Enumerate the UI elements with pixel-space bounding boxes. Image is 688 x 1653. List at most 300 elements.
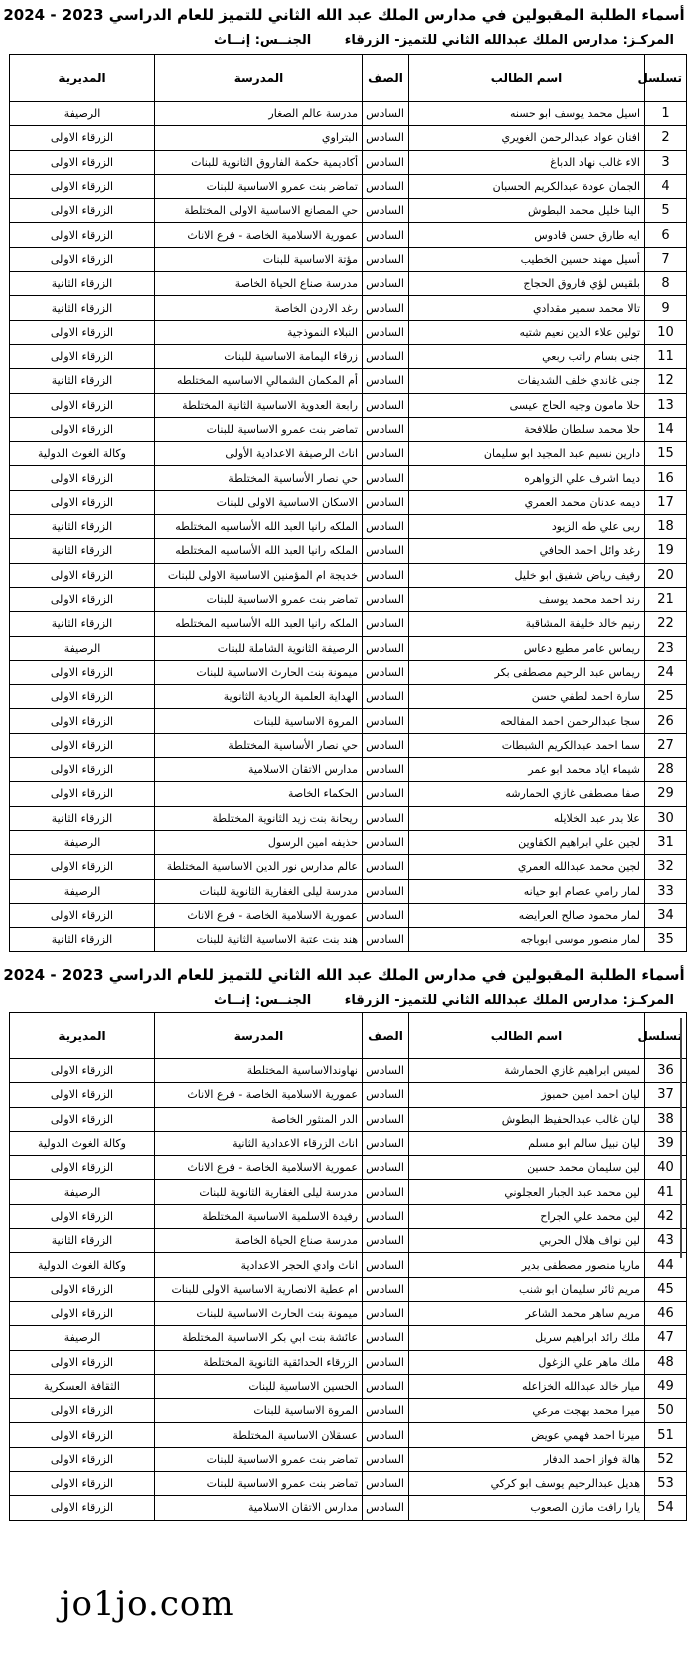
cell-student-name: حلا مامون وجيه الحاج عيسى bbox=[409, 393, 645, 417]
cell-serial: 44 bbox=[645, 1253, 687, 1277]
cell-student-name: صفا مصطفى غازي الحمارشه bbox=[409, 782, 645, 806]
cell-student-name: الاء غالب نهاد الدباغ bbox=[409, 150, 645, 174]
cell-school: الاسكان الاساسية الاولى للبنات bbox=[155, 490, 363, 514]
table-row bbox=[10, 1131, 687, 1155]
cell-school: ام عطية الانصارية الاساسية الاولى للبنات bbox=[155, 1277, 363, 1301]
cell-student-name: سما احمد عبدالكريم الشبطات bbox=[409, 733, 645, 757]
cell-school: عالم مدارس نور الدين الاساسية المختلطة bbox=[155, 855, 363, 879]
gender-label: الجنــس: إنــاث bbox=[214, 993, 312, 1008]
table-row bbox=[10, 442, 687, 466]
cell-student-name: اسيل محمد يوسف ابو حسنه bbox=[409, 102, 645, 126]
cell-grade: السادس bbox=[363, 1374, 409, 1398]
cell-grade: السادس bbox=[363, 903, 409, 927]
cell-student-name: لجين محمد عبدالله العمري bbox=[409, 855, 645, 879]
cell-grade: السادس bbox=[363, 1083, 409, 1107]
cell-serial: 17 bbox=[645, 490, 687, 514]
cell-directorate: الزرقاء الاولى bbox=[10, 1399, 155, 1423]
cell-school: نهاوندالاساسية المختلطة bbox=[155, 1059, 363, 1083]
table-row bbox=[10, 1107, 687, 1131]
cell-school: المروة الاساسية للبنات bbox=[155, 1399, 363, 1423]
cell-grade: السادس bbox=[363, 1204, 409, 1228]
cell-student-name: جنى بسام راتب ربعي bbox=[409, 344, 645, 368]
cell-school: تماضر بنت عمرو الاساسية للبنات bbox=[155, 174, 363, 198]
table-row bbox=[10, 344, 687, 368]
cell-serial: 23 bbox=[645, 636, 687, 660]
cell-school: اناث الرصيفة الاعدادية الأولى bbox=[155, 442, 363, 466]
cell-directorate: الرصيفة bbox=[10, 102, 155, 126]
cell-student-name: ليان غالب عبدالحفيظ البطوش bbox=[409, 1107, 645, 1131]
cell-student-name: لمار محمود صالح العرايضه bbox=[409, 903, 645, 927]
cell-directorate: الزرقاء الاولى bbox=[10, 1156, 155, 1180]
cell-student-name: لمار رامي عصام ابو حيانه bbox=[409, 879, 645, 903]
cell-directorate: الزرقاء الاولى bbox=[10, 709, 155, 733]
cell-directorate: الزرقاء الاولى bbox=[10, 1301, 155, 1325]
cell-grade: السادس bbox=[363, 1423, 409, 1447]
cell-serial: 25 bbox=[645, 685, 687, 709]
cell-grade: السادس bbox=[363, 296, 409, 320]
cell-student-name: ليان نبيل سالم ابو مسلم bbox=[409, 1131, 645, 1155]
table-row bbox=[10, 782, 687, 806]
table-row bbox=[10, 272, 687, 296]
cell-student-name: رنيم خالد خليفة المشاقبة bbox=[409, 612, 645, 636]
cell-serial: 14 bbox=[645, 417, 687, 441]
cell-school: الملكه رانيا العبد الله الأساسيه المختلطه bbox=[155, 539, 363, 563]
cell-student-name: رفيف رياض شفيق ابو خليل bbox=[409, 563, 645, 587]
cell-serial: 5 bbox=[645, 199, 687, 223]
cell-serial: 51 bbox=[645, 1423, 687, 1447]
cell-serial: 16 bbox=[645, 466, 687, 490]
cell-grade: السادس bbox=[363, 636, 409, 660]
cell-grade: السادس bbox=[363, 1229, 409, 1253]
cell-directorate: الزرقاء الاولى bbox=[10, 1496, 155, 1520]
table-row bbox=[10, 903, 687, 927]
table-row bbox=[10, 660, 687, 684]
cell-school: ميمونة بنت الحارث الاساسية للبنات bbox=[155, 1301, 363, 1325]
cell-grade: السادس bbox=[363, 782, 409, 806]
cell-school: المروة الاساسية للبنات bbox=[155, 709, 363, 733]
cell-school: الهداية العلمية الريادية الثانوية bbox=[155, 685, 363, 709]
table-row bbox=[10, 150, 687, 174]
table-row bbox=[10, 1496, 687, 1520]
cell-grade: السادس bbox=[363, 150, 409, 174]
table-row bbox=[10, 563, 687, 587]
cell-grade: السادس bbox=[363, 587, 409, 611]
cell-school: الحسين الاساسية للبنات bbox=[155, 1374, 363, 1398]
header-name: اسم الطالب bbox=[409, 1013, 645, 1059]
cell-grade: السادس bbox=[363, 417, 409, 441]
cell-school: حذيفه امين الرسول bbox=[155, 830, 363, 854]
cell-school: النبلاء النموذجية bbox=[155, 320, 363, 344]
cell-student-name: ديما اشرف علي الزواهره bbox=[409, 466, 645, 490]
cell-directorate: وكالة الغوث الدولية bbox=[10, 1253, 155, 1277]
table-row bbox=[10, 1301, 687, 1325]
cell-directorate: الزرقاء الاولى bbox=[10, 660, 155, 684]
cell-serial: 20 bbox=[645, 563, 687, 587]
cell-grade: السادس bbox=[363, 685, 409, 709]
cell-grade: السادس bbox=[363, 102, 409, 126]
cell-serial: 39 bbox=[645, 1131, 687, 1155]
cell-directorate: الزرقاء الثانية bbox=[10, 612, 155, 636]
cell-student-name: أسيل مهند حسين الخطيب bbox=[409, 247, 645, 271]
table-row bbox=[10, 174, 687, 198]
cell-student-name: لميس ابراهيم غازي الحمارشة bbox=[409, 1059, 645, 1083]
cell-serial: 1 bbox=[645, 102, 687, 126]
cell-serial: 11 bbox=[645, 344, 687, 368]
cell-directorate: الزرقاء الاولى bbox=[10, 782, 155, 806]
cell-school: تماضر بنت عمرو الاساسية للبنات bbox=[155, 417, 363, 441]
cell-serial: 29 bbox=[645, 782, 687, 806]
table-row bbox=[10, 490, 687, 514]
table-row bbox=[10, 247, 687, 271]
cell-student-name: ريماس عامر مطيع دعاس bbox=[409, 636, 645, 660]
cell-serial: 48 bbox=[645, 1350, 687, 1374]
cell-directorate: الزرقاء الاولى bbox=[10, 393, 155, 417]
cell-serial: 42 bbox=[645, 1204, 687, 1228]
cell-directorate: الرصيفة bbox=[10, 636, 155, 660]
cell-directorate: الزرقاء الاولى bbox=[10, 1277, 155, 1301]
cell-serial: 32 bbox=[645, 855, 687, 879]
cell-school: مدرسة عالم الصغار bbox=[155, 102, 363, 126]
table-row bbox=[10, 830, 687, 854]
cell-serial: 37 bbox=[645, 1083, 687, 1107]
header-directorate: المديرية bbox=[10, 1013, 155, 1059]
cell-serial: 19 bbox=[645, 539, 687, 563]
cell-school: خديجة ام المؤمنين الاساسية الاولى للبنات bbox=[155, 563, 363, 587]
cell-student-name: دارين نسيم عبد المجيد ابو سليمان bbox=[409, 442, 645, 466]
cell-student-name: تالا محمد سمير مقدادي bbox=[409, 296, 645, 320]
cell-school: الرصيفة الثانوية الشاملة للبنات bbox=[155, 636, 363, 660]
table-row bbox=[10, 612, 687, 636]
cell-student-name: ميرنا احمد فهمي عويض bbox=[409, 1423, 645, 1447]
cell-directorate: الزرقاء الاولى bbox=[10, 320, 155, 344]
cell-student-name: حلا محمد سلطان طلافحة bbox=[409, 417, 645, 441]
cell-school: الملكه رانيا العبد الله الأساسيه المختلطه bbox=[155, 515, 363, 539]
cell-serial: 54 bbox=[645, 1496, 687, 1520]
cell-student-name: هالة فواز احمد الدفار bbox=[409, 1447, 645, 1471]
cell-serial: 45 bbox=[645, 1277, 687, 1301]
cell-student-name: لمار منصور موسى ابوباجه bbox=[409, 928, 645, 952]
cell-grade: السادس bbox=[363, 174, 409, 198]
cell-grade: السادس bbox=[363, 1107, 409, 1131]
cell-grade: السادس bbox=[363, 660, 409, 684]
cell-school: عائشة بنت ابي بكر الاساسية المختلطة bbox=[155, 1326, 363, 1350]
cell-grade: السادس bbox=[363, 515, 409, 539]
table-row bbox=[10, 685, 687, 709]
cell-school: تماضر بنت عمرو الاساسية للبنات bbox=[155, 587, 363, 611]
cell-grade: السادس bbox=[363, 709, 409, 733]
cell-serial: 33 bbox=[645, 879, 687, 903]
cell-grade: السادس bbox=[363, 1131, 409, 1155]
cell-school: عمورية الاسلامية الخاصة - فرع الاناث bbox=[155, 903, 363, 927]
cell-directorate: الزرقاء الثانية bbox=[10, 369, 155, 393]
cell-grade: السادس bbox=[363, 223, 409, 247]
cell-serial: 21 bbox=[645, 587, 687, 611]
cell-student-name: الينا خليل محمد البطوش bbox=[409, 199, 645, 223]
cell-grade: السادس bbox=[363, 733, 409, 757]
cell-serial: 30 bbox=[645, 806, 687, 830]
cell-serial: 34 bbox=[645, 903, 687, 927]
cell-directorate: الزرقاء الاولى bbox=[10, 685, 155, 709]
cell-directorate: الرصيفة bbox=[10, 1326, 155, 1350]
table-row bbox=[10, 1204, 687, 1228]
cell-grade: السادس bbox=[363, 1253, 409, 1277]
cell-serial: 15 bbox=[645, 442, 687, 466]
table-header-row bbox=[10, 55, 687, 102]
table-row bbox=[10, 466, 687, 490]
cell-serial: 40 bbox=[645, 1156, 687, 1180]
cell-student-name: رند احمد محمد يوسف bbox=[409, 587, 645, 611]
cell-serial: 18 bbox=[645, 515, 687, 539]
cell-directorate: الرصيفة bbox=[10, 830, 155, 854]
cell-serial: 9 bbox=[645, 296, 687, 320]
cell-grade: السادس bbox=[363, 879, 409, 903]
cell-serial: 49 bbox=[645, 1374, 687, 1398]
header-school: المدرسة bbox=[155, 1013, 363, 1059]
cell-grade: السادس bbox=[363, 1301, 409, 1325]
cell-directorate: الزرقاء الاولى bbox=[10, 1107, 155, 1131]
cell-directorate: الزرقاء الاولى bbox=[10, 199, 155, 223]
table-body bbox=[10, 1059, 687, 1521]
gender-label: الجنــس: إنــاث bbox=[214, 33, 312, 48]
cell-school: الملكه رانيا العبد الله الأساسيه المختلطه bbox=[155, 612, 363, 636]
cell-directorate: الزرقاء الاولى bbox=[10, 1204, 155, 1228]
cell-grade: السادس bbox=[363, 490, 409, 514]
cell-directorate: الزرقاء الاولى bbox=[10, 1423, 155, 1447]
scan-edge bbox=[680, 1018, 688, 1258]
cell-school: ميمونة بنت الحارث الاساسية للبنات bbox=[155, 660, 363, 684]
cell-school: عمورية الاسلامية الخاصة - فرع الاناث bbox=[155, 1156, 363, 1180]
cell-student-name: لين نواف هلال الحربي bbox=[409, 1229, 645, 1253]
cell-grade: السادس bbox=[363, 199, 409, 223]
table-row bbox=[10, 126, 687, 150]
cell-directorate: الزرقاء الاولى bbox=[10, 344, 155, 368]
cell-grade: السادس bbox=[363, 393, 409, 417]
table-row bbox=[10, 1423, 687, 1447]
watermark: jo1jo.com bbox=[60, 1584, 235, 1624]
cell-directorate: الزرقاء الاولى bbox=[10, 126, 155, 150]
table-row bbox=[10, 223, 687, 247]
cell-school: عمورية الاسلامية الخاصة - فرع الاناث bbox=[155, 1083, 363, 1107]
cell-student-name: افنان عواد عبدالرحمن الغويري bbox=[409, 126, 645, 150]
table-row bbox=[10, 199, 687, 223]
table-row bbox=[10, 393, 687, 417]
cell-grade: السادس bbox=[363, 539, 409, 563]
cell-grade: السادس bbox=[363, 612, 409, 636]
cell-student-name: لجين علي ابراهيم الكفاوين bbox=[409, 830, 645, 854]
cell-grade: السادس bbox=[363, 247, 409, 271]
table-row bbox=[10, 1350, 687, 1374]
cell-directorate: الزرقاء الاولى bbox=[10, 150, 155, 174]
cell-grade: السادس bbox=[363, 1399, 409, 1423]
table-row bbox=[10, 1083, 687, 1107]
page-title: أسماء الطلبة المقبولين في مدارس الملك عبد الله الثاني للتميز للعام الدراسي 2023 - 2024 bbox=[3, 966, 685, 984]
cell-directorate: الرصيفة bbox=[10, 1180, 155, 1204]
cell-student-name: ربى علي طه الزيود bbox=[409, 515, 645, 539]
cell-directorate: الزرقاء الاولى bbox=[10, 490, 155, 514]
cell-serial: 38 bbox=[645, 1107, 687, 1131]
table-row bbox=[10, 1472, 687, 1496]
cell-school: اناث الزرقاء الاعدادية الثانية bbox=[155, 1131, 363, 1155]
cell-serial: 46 bbox=[645, 1301, 687, 1325]
cell-directorate: الزرقاء الاولى bbox=[10, 247, 155, 271]
cell-grade: السادس bbox=[363, 1059, 409, 1083]
cell-serial: 28 bbox=[645, 758, 687, 782]
cell-student-name: ميار خالد عبدالله الخزاعله bbox=[409, 1374, 645, 1398]
cell-directorate: الزرقاء الثانية bbox=[10, 539, 155, 563]
cell-school: الزرقاء الحدائقية الثانوية المختلطة bbox=[155, 1350, 363, 1374]
cell-directorate: الزرقاء الثانية bbox=[10, 806, 155, 830]
table-row bbox=[10, 1253, 687, 1277]
cell-student-name: لين محمد علي الجراح bbox=[409, 1204, 645, 1228]
cell-school: حي نصار الأساسية المختلطة bbox=[155, 466, 363, 490]
cell-serial: 3 bbox=[645, 150, 687, 174]
cell-student-name: علا بدر عبد الخلايله bbox=[409, 806, 645, 830]
cell-serial: 27 bbox=[645, 733, 687, 757]
cell-school: حي نصار الأساسية المختلطة bbox=[155, 733, 363, 757]
cell-school: اناث وادي الحجر الاعدادية bbox=[155, 1253, 363, 1277]
table-row bbox=[10, 1180, 687, 1204]
cell-directorate: وكالة الغوث الدولية bbox=[10, 1131, 155, 1155]
cell-school: مدارس الاتقان الاسلامية bbox=[155, 1496, 363, 1520]
cell-student-name: رغد وائل احمد الحافي bbox=[409, 539, 645, 563]
cell-student-name: مريم ثائر سليمان ابو شنب bbox=[409, 1277, 645, 1301]
cell-serial: 31 bbox=[645, 830, 687, 854]
table-row bbox=[10, 296, 687, 320]
cell-school: البتراوي bbox=[155, 126, 363, 150]
table-row bbox=[10, 1399, 687, 1423]
cell-school: رغد الاردن الخاصة bbox=[155, 296, 363, 320]
cell-serial: 47 bbox=[645, 1326, 687, 1350]
table-row bbox=[10, 587, 687, 611]
cell-directorate: الزرقاء الاولى bbox=[10, 223, 155, 247]
cell-student-name: سجا عبدالرحمن احمد المفالحه bbox=[409, 709, 645, 733]
cell-school: حي المصانع الاساسية الاولى المختلطة bbox=[155, 199, 363, 223]
cell-school: تماضر بنت عمرو الاساسية للبنات bbox=[155, 1472, 363, 1496]
center-label: المركـز: مدارس الملك عبدالله الثاني للتميز- الزرقاء bbox=[344, 33, 674, 48]
cell-student-name: ملك رائد ابراهيم سربل bbox=[409, 1326, 645, 1350]
table-row bbox=[10, 539, 687, 563]
table-row bbox=[10, 1447, 687, 1471]
header-serial: تسلسل bbox=[645, 1013, 687, 1059]
cell-school: زرقاء اليمامة الاساسية للبنات bbox=[155, 344, 363, 368]
cell-serial: 24 bbox=[645, 660, 687, 684]
table-row bbox=[10, 369, 687, 393]
cell-directorate: الزرقاء الاولى bbox=[10, 733, 155, 757]
table-row bbox=[10, 417, 687, 441]
cell-serial: 8 bbox=[645, 272, 687, 296]
cell-grade: السادس bbox=[363, 758, 409, 782]
table-row bbox=[10, 709, 687, 733]
cell-directorate: الزرقاء الاولى bbox=[10, 1059, 155, 1083]
cell-student-name: ماريا منصور مصطفى بدير bbox=[409, 1253, 645, 1277]
cell-directorate: الزرقاء الثانية bbox=[10, 296, 155, 320]
table-row bbox=[10, 636, 687, 660]
cell-student-name: ديمه عدنان محمد العمري bbox=[409, 490, 645, 514]
cell-school: رفيدة الاسلمية الاساسية المختلطة bbox=[155, 1204, 363, 1228]
header-name: اسم الطالب bbox=[409, 55, 645, 102]
cell-school: مدارس الاتقان الاسلامية bbox=[155, 758, 363, 782]
cell-grade: السادس bbox=[363, 369, 409, 393]
cell-serial: 52 bbox=[645, 1447, 687, 1471]
cell-school: عمورية الاسلامية الخاصة - فرع الاناث bbox=[155, 223, 363, 247]
cell-directorate: الثقافة العسكرية bbox=[10, 1374, 155, 1398]
cell-directorate: الزرقاء الثانية bbox=[10, 928, 155, 952]
cell-student-name: هديل عبدالرحيم يوسف ابو كركي bbox=[409, 1472, 645, 1496]
table-row bbox=[10, 855, 687, 879]
cell-grade: السادس bbox=[363, 830, 409, 854]
table-row bbox=[10, 879, 687, 903]
table-row bbox=[10, 806, 687, 830]
cell-serial: 41 bbox=[645, 1180, 687, 1204]
cell-grade: السادس bbox=[363, 466, 409, 490]
cell-grade: السادس bbox=[363, 1350, 409, 1374]
cell-grade: السادس bbox=[363, 1156, 409, 1180]
cell-serial: 50 bbox=[645, 1399, 687, 1423]
cell-grade: السادس bbox=[363, 442, 409, 466]
cell-school: رابعة العدوية الاساسية الثانية المختلطة bbox=[155, 393, 363, 417]
cell-school: مدرسة صناع الحياة الخاصة bbox=[155, 272, 363, 296]
cell-student-name: بلقيس لؤي فاروق الحجاج bbox=[409, 272, 645, 296]
cell-student-name: يارا رافت مازن الصعوب bbox=[409, 1496, 645, 1520]
cell-grade: السادس bbox=[363, 1496, 409, 1520]
cell-serial: 35 bbox=[645, 928, 687, 952]
cell-school: مدرسة صناع الحياة الخاصة bbox=[155, 1229, 363, 1253]
cell-serial: 10 bbox=[645, 320, 687, 344]
cell-grade: السادس bbox=[363, 563, 409, 587]
cell-directorate: الرصيفة bbox=[10, 879, 155, 903]
cell-directorate: الزرقاء الاولى bbox=[10, 563, 155, 587]
header-grade: الصف bbox=[363, 55, 409, 102]
cell-directorate: الزرقاء الاولى bbox=[10, 174, 155, 198]
cell-serial: 26 bbox=[645, 709, 687, 733]
table-row bbox=[10, 1156, 687, 1180]
cell-serial: 53 bbox=[645, 1472, 687, 1496]
cell-school: الدر المنثور الخاصة bbox=[155, 1107, 363, 1131]
header-school: المدرسة bbox=[155, 55, 363, 102]
cell-school: الحكماء الخاصة bbox=[155, 782, 363, 806]
cell-grade: السادس bbox=[363, 1277, 409, 1301]
cell-directorate: الزرقاء الثانية bbox=[10, 272, 155, 296]
cell-directorate: الزرقاء الاولى bbox=[10, 417, 155, 441]
cell-serial: 4 bbox=[645, 174, 687, 198]
cell-grade: السادس bbox=[363, 1472, 409, 1496]
table-row bbox=[10, 1326, 687, 1350]
cell-student-name: تولين علاء الدين نعيم شتيه bbox=[409, 320, 645, 344]
cell-serial: 36 bbox=[645, 1059, 687, 1083]
cell-student-name: مريم ساهر محمد الشاعر bbox=[409, 1301, 645, 1325]
cell-directorate: الزرقاء الاولى bbox=[10, 587, 155, 611]
table-body bbox=[10, 102, 687, 952]
cell-directorate: الزرقاء الاولى bbox=[10, 1083, 155, 1107]
cell-student-name: ايه طارق حسن قادوس bbox=[409, 223, 645, 247]
table-row bbox=[10, 733, 687, 757]
cell-serial: 13 bbox=[645, 393, 687, 417]
cell-grade: السادس bbox=[363, 1180, 409, 1204]
cell-school: مدرسة ليلى الغفارية الثانوية للبنات bbox=[155, 1180, 363, 1204]
header-directorate: المديرية bbox=[10, 55, 155, 102]
center-label: المركـز: مدارس الملك عبدالله الثاني للتميز- الزرقاء bbox=[344, 993, 674, 1008]
cell-directorate: الزرقاء الاولى bbox=[10, 855, 155, 879]
cell-directorate: الزرقاء الاولى bbox=[10, 1472, 155, 1496]
cell-serial: 43 bbox=[645, 1229, 687, 1253]
cell-directorate: الزرقاء الثانية bbox=[10, 1229, 155, 1253]
cell-student-name: سارة احمد لطفي حسن bbox=[409, 685, 645, 709]
table-row bbox=[10, 758, 687, 782]
table-row bbox=[10, 1374, 687, 1398]
cell-directorate: الزرقاء الاولى bbox=[10, 466, 155, 490]
header-serial: تسلسل bbox=[645, 55, 687, 102]
cell-school: عسقلان الاساسية المختلطة bbox=[155, 1423, 363, 1447]
